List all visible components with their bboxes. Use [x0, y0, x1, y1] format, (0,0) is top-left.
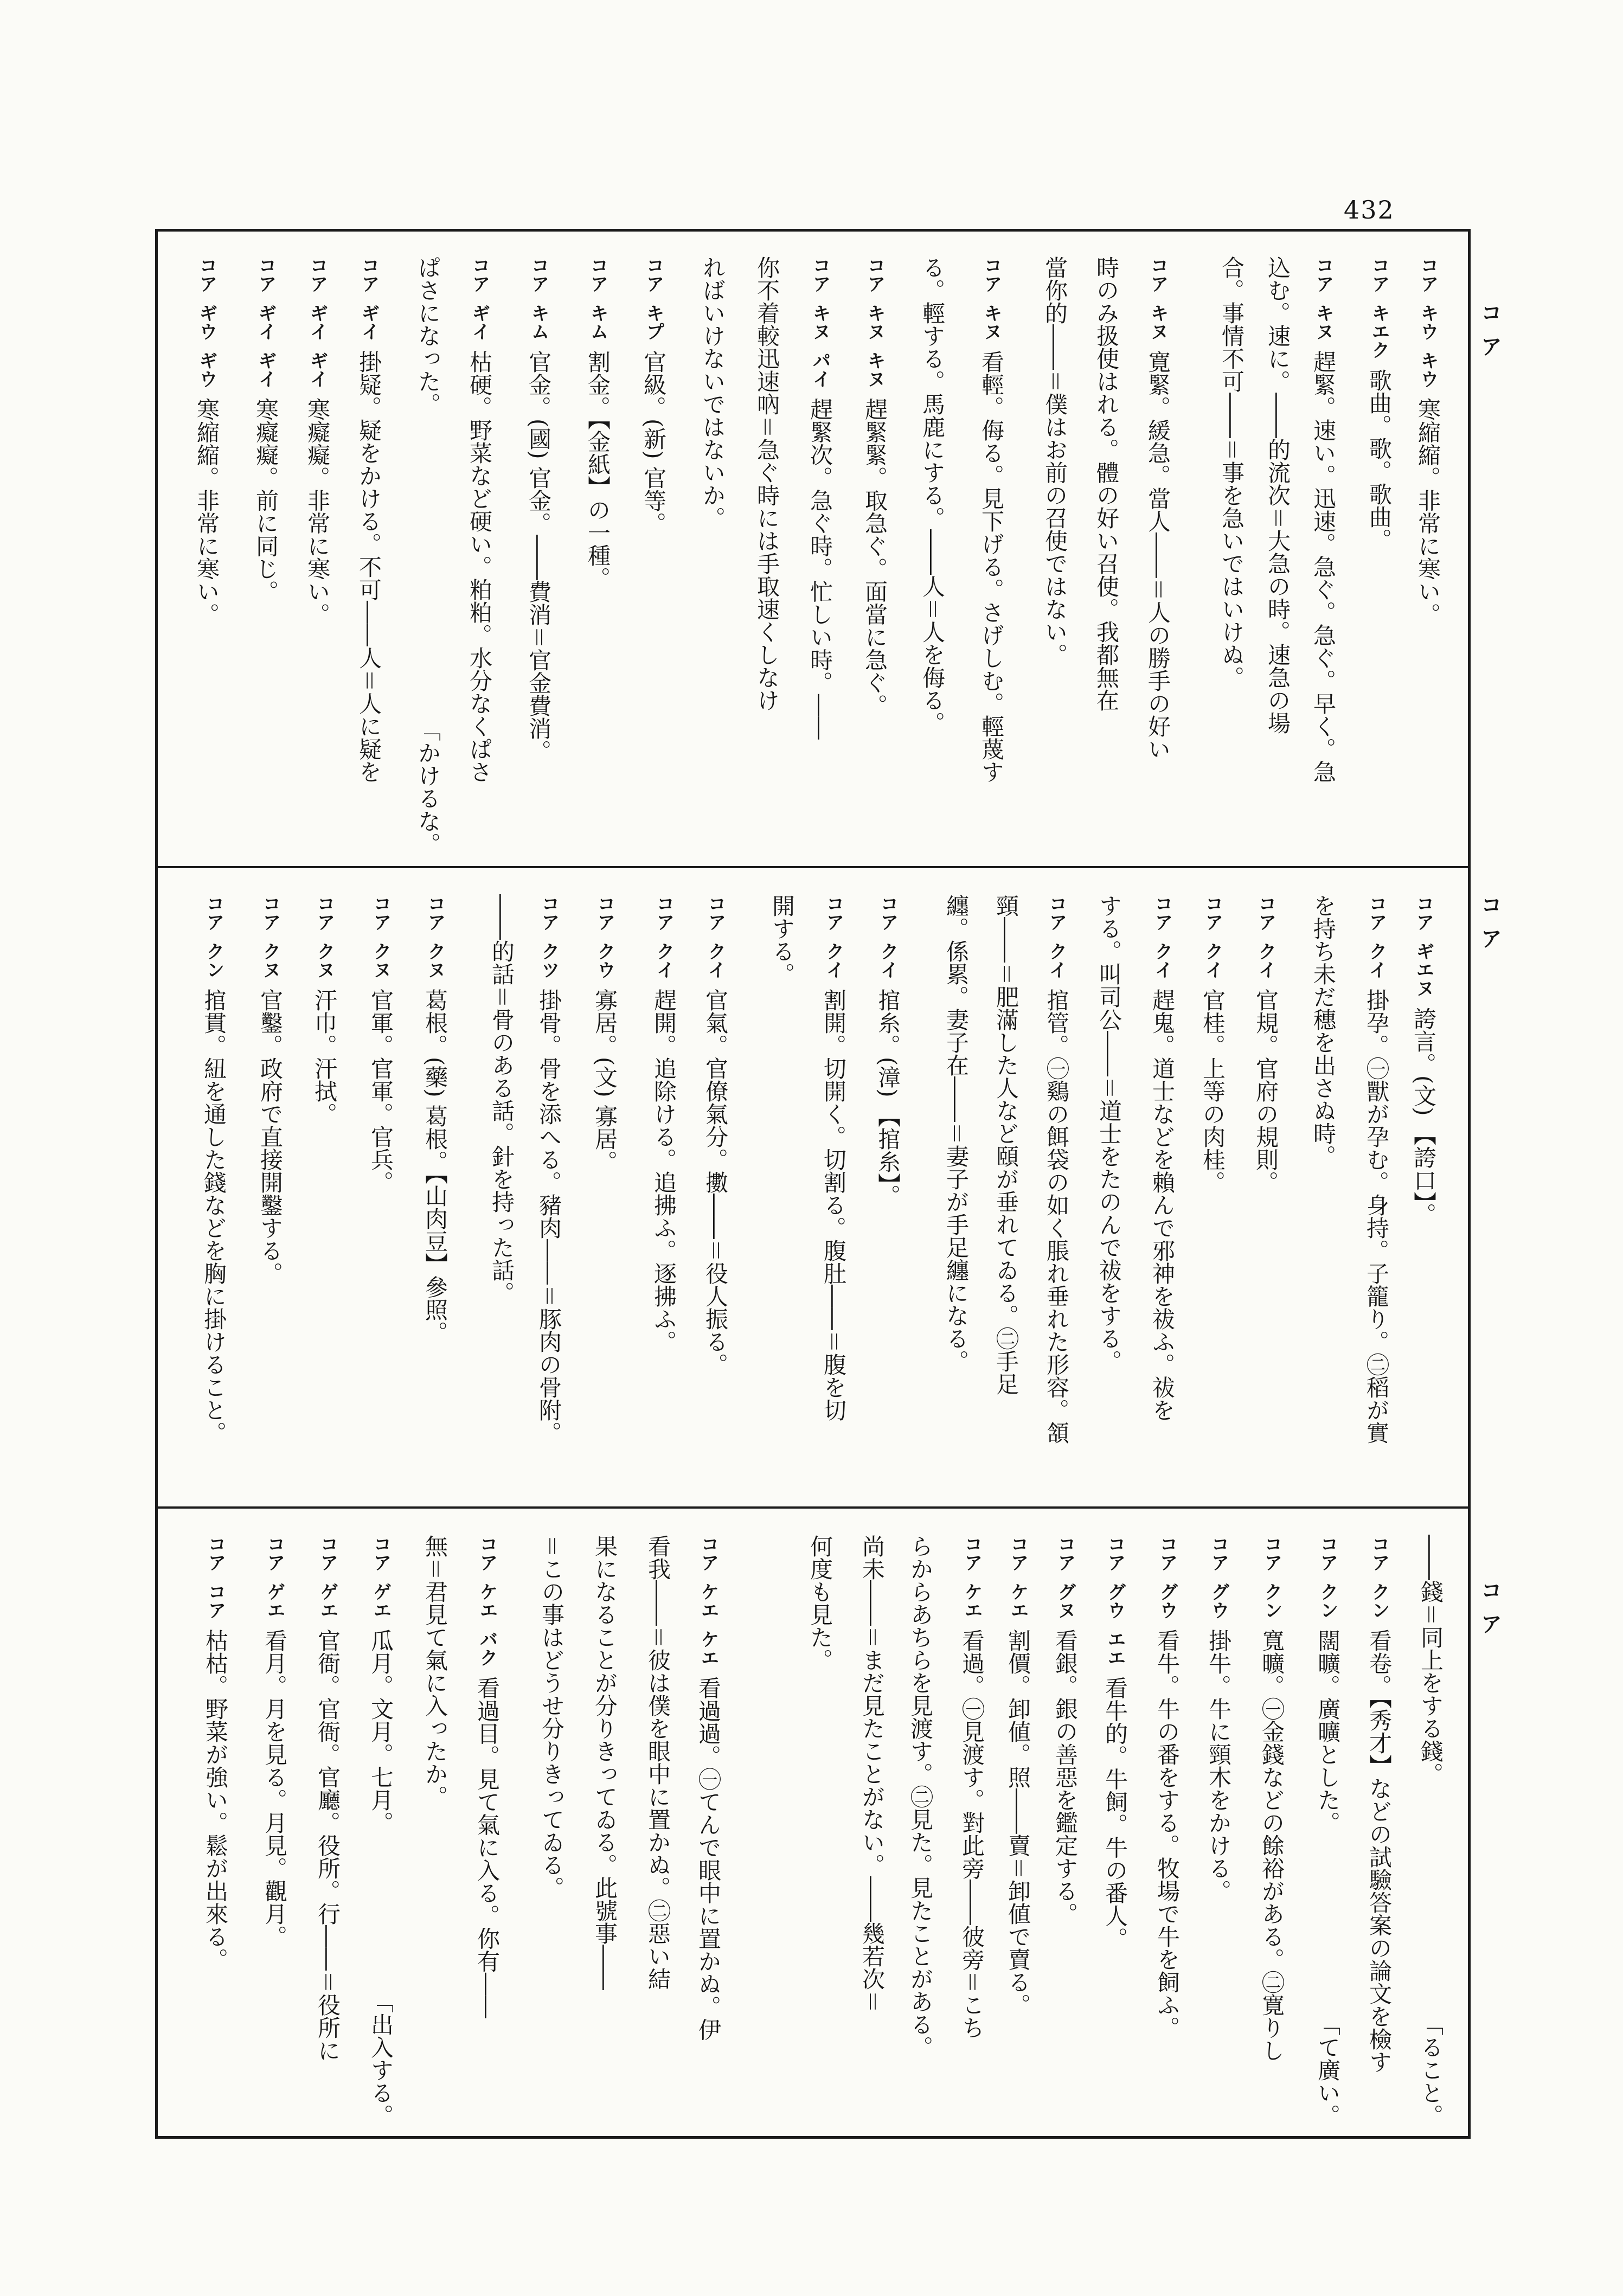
entry-continuation-line: [1092, 894, 1126, 1496]
dictionary-entry: [1000, 1535, 1035, 2127]
entry-definition: 掛骨。骨を添へる。豬肉――＝豚肉の骨附。: [536, 988, 562, 1444]
entry-definition: 合。事情不可――＝事を急いではいけぬ。: [1218, 256, 1245, 689]
entry-definition: る。輕する。馬鹿にする。――人＝人を侮る。: [919, 256, 946, 735]
entry-definition: 何度も見た。: [807, 1535, 833, 1671]
entry-definition: 官規。官府の規則。: [1253, 988, 1279, 1194]
entry-headword-reading: コア クイ: [1255, 894, 1276, 979]
entry-headword-reading: コア クヌ: [259, 894, 281, 979]
dictionary-entry: [1195, 894, 1230, 1496]
dictionary-entry: [1140, 256, 1175, 855]
entry-definition: 看過。㊀見渡す。對此旁――彼旁＝こち: [959, 1628, 985, 2039]
entry-definition: 官桂。上等の肉桂。: [1199, 988, 1226, 1194]
overflow-fragment: 「かけるな。: [415, 719, 441, 855]
entry-definition: 割開。切開く。切割る。腹肚――＝腹を切: [820, 988, 847, 1421]
dictionary-entry: [351, 256, 386, 855]
dictionary-entry: [257, 1535, 292, 2127]
dictionary-entry: [1201, 1535, 1236, 2127]
entry-definition: 汗巾。汗拭。: [311, 988, 338, 1125]
entry-headword-reading: コア クウ: [594, 894, 615, 979]
entry-definition: 看卷。【秀才】などの試驗答案の論文を檢す: [1366, 1628, 1393, 2073]
dictionary-entry: [803, 256, 837, 855]
entry-continuation-line: [1089, 256, 1124, 855]
entry-headword-reading: コア クン: [1261, 1535, 1282, 1619]
entry-definition: 看過目。見て氣に入る。你有――: [474, 1676, 501, 2018]
entry-continuation-line: [1214, 256, 1249, 855]
dictionary-entry: [870, 894, 905, 1496]
entry-definition: 寬曠。㊀金錢などの餘裕がある。㊁寛りし: [1259, 1628, 1285, 2062]
entry-headword-reading: コア グウ エエ: [1104, 1535, 1126, 1667]
dictionary-entry: [646, 894, 681, 1496]
entry-definition: 趕緊緊。取急ぐ。面當に急ぐ。: [862, 397, 888, 717]
entry-definition: 葛根。(藥) 葛根。【山肉豆】參照。: [422, 988, 448, 1344]
entry-headword-reading: コア クン: [1317, 1535, 1338, 1619]
entry-headword-reading: コア ギエヌ: [1413, 894, 1434, 997]
dictionary-entry: [1306, 256, 1340, 855]
entry-definition: 掛牛。牛に頸木をかける。: [1205, 1628, 1232, 1902]
entry-headword-reading: コア ギイ ギイ: [255, 256, 277, 388]
dictionary-entry: [521, 256, 556, 855]
entry-continuation-line: [695, 256, 730, 855]
entry-definition: 時のみ扱使はれる。體の好い召使。我都無在: [1093, 256, 1120, 711]
entry-definition: する。叫司公――＝道士をたのんで祓をする。: [1096, 894, 1122, 1373]
entry-headword-reading: コア グウ: [1156, 1535, 1178, 1619]
entry-definition: 趕緊。速い。迅速。急ぐ。急ぐ。早く。急: [1310, 350, 1337, 783]
dictionary-entry: [1150, 1535, 1184, 2127]
entry-continuation-line: [484, 894, 519, 1496]
entry-definition: 頸――＝肥滿した人など頤が垂れてゐる。㊁手足: [993, 894, 1019, 1396]
entry-headword-reading: コア キヌ パイ: [809, 256, 831, 388]
dictionary-entry: [310, 1535, 345, 2127]
entry-continuation-line: [1037, 256, 1072, 855]
overflow-fragment: 「出入する。: [368, 1990, 394, 2127]
entry-headword-reading: コア ギイ: [469, 256, 490, 341]
entry-definition: 割金。【金紙】の一種。: [585, 350, 611, 589]
entry-headword-reading: コア ゲエ: [370, 1535, 392, 1619]
entry-definition: 掛疑。疑をかける。不可――人＝人に疑を: [356, 350, 382, 783]
dictionary-entry: [418, 894, 452, 1496]
entry-definition: ぱさになった。: [415, 256, 441, 415]
entry-headword-reading: コア キヌ: [1312, 256, 1334, 341]
entry-definition: らからあちらを見渡す。㊁見た。見たことがある。: [907, 1535, 934, 2058]
entry-definition: 尚未――＝まだ見たことがない。――幾若次＝: [859, 1535, 886, 2013]
entry-headword-reading: コア ギイ: [358, 256, 380, 341]
dictionary-entry: [974, 256, 1009, 855]
entry-definition: 寡居。(文) 寡居。: [592, 988, 618, 1173]
entry-definition: 寒癡癡。前に同じ。: [253, 397, 279, 603]
entry-definition: 捾貫。紐を通した錢などを胸に掛けること。: [201, 988, 227, 1444]
dictionary-entry: [1248, 894, 1283, 1496]
entry-definition: 寛緊。緩急。當人――＝人の勝手の好い: [1145, 350, 1171, 760]
entry-continuation-line: [803, 1535, 837, 2127]
entry-continuation-line: [939, 894, 973, 1496]
entry-definition: 込む。速に。――的流次＝大急の時。速急の場: [1265, 256, 1291, 735]
entry-headword-reading: コア クイ: [1365, 894, 1387, 979]
entry-definition: 官衙。官衙。官廳。役所。行――＝役所に: [315, 1628, 341, 2062]
dictionary-entry: [1254, 1535, 1289, 2127]
entry-headword-reading: コア クン: [203, 894, 224, 979]
entry-definition: 官級。(新) 官等。: [640, 350, 667, 535]
entry-definition: 看牛的。牛飼。牛の番人。: [1102, 1676, 1128, 1950]
entry-definition: 官金。(國) 官金。――費消＝官金費消。: [525, 350, 552, 762]
entry-headword-reading: コア ギウ ギウ: [196, 256, 217, 388]
dictionary-section-upper: [155, 229, 1471, 867]
entry-definition: 看輕。侮る。見下げる。さげしむ。輕蔑す: [978, 350, 1005, 783]
entry-headword-reading: コア クン: [1368, 1535, 1390, 1619]
running-header-middle: コア: [1477, 894, 1502, 961]
entry-continuation-line: [534, 1535, 569, 2127]
entry-definition: ればいけないではないか。: [700, 256, 726, 529]
dictionary-entry: [307, 894, 342, 1496]
entry-definition: 當你的――＝僕はお前の召使ではない。: [1042, 256, 1068, 666]
entry-continuation-line: [1260, 256, 1295, 855]
entry-headword-reading: コア クイ: [823, 894, 844, 979]
entry-headword-reading: コア クイ: [1045, 894, 1067, 979]
entry-definition: 果になることが分りきってゐる。此號事――: [592, 1535, 618, 1990]
dictionary-entry: [1098, 1535, 1132, 2127]
entry-headword-reading: コア クイ: [704, 894, 726, 979]
entry-definition: ――的話＝骨のある話。針を持った話。: [489, 894, 515, 1305]
entry-definition: 瓜月。文月。七月。: [368, 1628, 394, 1834]
entry-continuation-line: [1306, 894, 1340, 1496]
dictionary-section-lower: [155, 1508, 1471, 2139]
entry-definition: 你不着較迅速吶＝急ぐ時には手取速くしなけ: [754, 256, 780, 712]
entry-headword-reading: コア クヌ: [313, 894, 335, 979]
entry-definition: 官鑿。政府で直接開鑿する。: [257, 988, 284, 1285]
entry-headword-reading: コア キヌ キヌ: [864, 256, 886, 388]
entry-headword-reading: コア ゲエ: [317, 1535, 338, 1619]
entry-headword-reading: コア キム: [587, 256, 608, 341]
dictionary-entry: [1310, 1535, 1345, 2127]
entry-definition: 趕鬼。道士などを賴んで邪神を祓ふ。祓を: [1149, 988, 1176, 1421]
dictionary-entry: [1145, 894, 1179, 1496]
entry-headword-reading: コア キヌ: [1147, 256, 1169, 341]
dictionary-entry: [1359, 894, 1394, 1496]
dictionary-entry: [189, 256, 224, 855]
entry-definition: 割價。卸値。照――賣＝卸値で賣る。: [1005, 1628, 1031, 2016]
entry-continuation-line: [410, 256, 445, 855]
dictionary-entry: [636, 256, 671, 855]
entry-definition: 枯硬。野菜など硬い。粕粕。水分なくぱさ: [466, 350, 493, 783]
entry-definition: を持ち未だ穗を出さぬ時。: [1310, 894, 1337, 1168]
entry-headword-reading: コア ゲエ: [264, 1535, 285, 1619]
dictionary-entry: [1362, 256, 1396, 855]
entry-headword-reading: コア クイ: [877, 894, 899, 979]
entry-headword-reading: コア ケエ: [961, 1535, 983, 1619]
entry-definition: 寒縮縮。非常に寒い。: [1415, 397, 1441, 626]
dictionary-entry: [1039, 894, 1074, 1496]
entry-continuation-line: [587, 1535, 622, 2127]
entry-headword-reading: コア ギイ ギイ: [306, 256, 328, 388]
dictionary-entry: [580, 256, 615, 855]
dictionary-entry: [470, 1535, 504, 2127]
entry-definition: 寒癡癡。非常に寒い。: [304, 397, 331, 626]
page-number: 432: [1344, 195, 1395, 225]
entry-definition: 趕開。追除ける。追拂ふ。逐拂ふ。: [651, 988, 677, 1353]
entry-headword-reading: コア グヌ: [1054, 1535, 1076, 1619]
dictionary-entry: [954, 1535, 989, 2127]
running-header-lower: コア: [1477, 1579, 1502, 1646]
entry-headword-reading: コア クヌ: [424, 894, 446, 979]
overflow-fragment: 「ること。: [1417, 2013, 1444, 2127]
entry-headword-reading: コア クイ: [1202, 894, 1223, 979]
dictionary-entry: [857, 256, 892, 855]
dictionary-entry: [363, 894, 398, 1496]
entry-definition: 掛孕。㊀獸が孕む。身持。子籠り。㊁稻が實: [1363, 988, 1390, 1444]
entry-definition: 趕緊次。急ぐ時。忙しい時。――: [807, 397, 833, 740]
dictionary-entry: [198, 1535, 233, 2127]
entry-headword-reading: コア ケエ ケエ: [697, 1535, 719, 1667]
entry-headword-reading: コア キエク: [1368, 256, 1390, 359]
entry-definition: 看銀。銀の善惡を鑑定する。: [1052, 1628, 1079, 1925]
entry-definition: 看月。月を見る。月見。觀月。: [261, 1628, 288, 1948]
dictionary-entry: [1406, 894, 1441, 1496]
entry-headword-reading: コア グウ: [1208, 1535, 1229, 1619]
entry-continuation-line: [903, 1535, 938, 2127]
entry-definition: 枯枯。野菜が強い。鬆が出來る。: [202, 1628, 229, 1971]
dictionary-entry: [1410, 256, 1445, 855]
running-header-upper: コア: [1477, 302, 1502, 369]
dictionary-entry: [816, 894, 851, 1496]
entry-headword-reading: コア クイ: [1151, 894, 1173, 979]
entry-definition: 看我――＝彼は僕を眼中に置かぬ。㊁惡い結: [645, 1535, 671, 1991]
entry-definition: 看牛。牛の番をする。牧場で牛を飼ふ。: [1154, 1628, 1181, 2039]
entry-headword-reading: コア ケエ バク: [476, 1535, 498, 1667]
dictionary-entry: [587, 894, 622, 1496]
dictionary-entry: [253, 894, 287, 1496]
entry-continuation-line: [855, 1535, 889, 2127]
entry-continuation-line: [765, 894, 799, 1496]
dictionary-entry: [1362, 1535, 1396, 2127]
entry-continuation-line: [418, 1535, 452, 2127]
entry-definition: 闊曠。廣曠とした。: [1314, 1628, 1341, 1834]
entry-definition: 官氣。官僚氣分。擻――＝役人振る。: [702, 988, 729, 1376]
entry-headword-reading: コア キム: [528, 256, 549, 341]
entry-definition: 官軍。官軍。官兵。: [368, 988, 394, 1194]
dictionary-entry: [363, 1535, 398, 2127]
entry-definition: ――錢＝同上をする錢。: [1417, 1535, 1444, 1786]
entry-continuation-line: [749, 256, 784, 855]
entry-headword-reading: コア キヌ: [980, 256, 1002, 341]
dictionary-entry: [698, 894, 733, 1496]
entry-headword-reading: コア ケエ: [1007, 1535, 1029, 1619]
entry-headword-reading: コア クイ: [653, 894, 675, 979]
entry-definition: 纏。係累。妻子在――＝妻子が手足纏になる。: [943, 894, 970, 1373]
dictionary-entry: [531, 894, 566, 1496]
entry-continuation-line: [1413, 1535, 1448, 2127]
entry-definition: 誇言。(文) 【誇口】。: [1410, 1006, 1437, 1226]
overflow-fragment: 「て廣い。: [1314, 2013, 1341, 2127]
entry-headword-reading: コア クヌ: [370, 894, 392, 979]
dictionary-entry: [300, 256, 335, 855]
dictionary-section-middle: [155, 867, 1471, 1508]
entry-definition: 捾管。㊀鷄の餌袋の如く脹れ垂れた形容。頷: [1043, 988, 1070, 1444]
entry-headword-reading: コア キプ: [643, 256, 664, 341]
entry-definition: 無＝君見て氣に入ったか。: [422, 1535, 448, 1808]
entry-headword-reading: コア キウ キウ: [1417, 256, 1439, 388]
entry-continuation-line: [989, 894, 1023, 1496]
dictionary-entry: [1048, 1535, 1082, 2127]
entry-definition: 歌曲。歌。歌曲。: [1366, 368, 1393, 551]
entry-continuation-line: [640, 1535, 675, 2127]
entry-definition: ＝この事はどうせ分りきってゐる。: [538, 1535, 565, 1900]
entry-headword-reading: コア コア: [204, 1535, 226, 1619]
entry-definition: 捾糸。(漳) 【捾糸】。: [875, 988, 901, 1207]
entry-definition: 看過過。㊀てんで眼中に置かぬ。伊: [695, 1676, 722, 2041]
entry-definition: 寒縮縮。非常に寒い。: [194, 397, 220, 626]
entry-headword-reading: コア クツ: [538, 894, 560, 979]
entry-continuation-line: [915, 256, 950, 855]
dictionary-entry: [248, 256, 283, 855]
entry-definition: 開する。: [769, 894, 796, 985]
dictionary-entry: [691, 1535, 726, 2127]
dictionary-entry: [196, 894, 231, 1496]
dictionary-entry: [462, 256, 497, 855]
